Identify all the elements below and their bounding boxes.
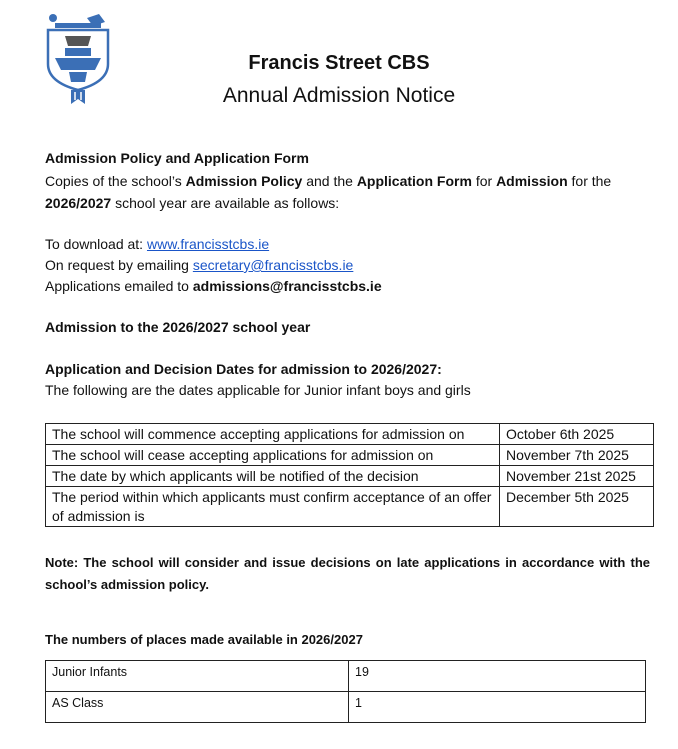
date-value: November 7th 2025: [500, 445, 654, 466]
date-label: The date by which applicants will be notified of the decision: [46, 466, 500, 487]
table-row: [46, 487, 654, 527]
table-row: [46, 445, 654, 466]
school-name: Francis Street CBS: [248, 52, 430, 74]
places-heading: The numbers of places made available in 2026/2027: [45, 632, 363, 647]
admission-year-heading: Admission to the 2026/2027 school year: [45, 319, 311, 335]
table-row: [46, 692, 646, 723]
date-label: The school will cease accepting applications for admission on: [46, 445, 500, 466]
policy-heading: Admission Policy and Application Form: [45, 150, 309, 166]
dates-subtext: The following are the dates applicable for Junior infant boys and girls: [45, 382, 471, 398]
date-value: November 21st 2025: [500, 466, 654, 487]
email-request-line: On request by emailing secretary@francisstcbs.ie: [45, 257, 354, 273]
date-value: October 6th 2025: [500, 424, 654, 445]
admissions-email: admissions@francisstcbs.ie: [192, 278, 382, 294]
date-value: December 5th 2025: [500, 487, 654, 527]
date-label: The school will commence accepting applications for admission on: [46, 424, 500, 445]
table-row: [46, 424, 654, 445]
places-count: 1: [349, 692, 646, 723]
date-label: The period within which applicants must confirm acceptance of an offer of admission is: [46, 487, 500, 527]
download-line: To download at: www.francisstcbs.ie: [45, 236, 270, 252]
secretary-email-link[interactable]: secretary@francisstcbs.ie: [192, 257, 354, 273]
late-applications-note: Note: The school will consider and issue decisions on late applications in accordance with the school’s admission policy.: [45, 555, 650, 592]
applications-email-line: Applications emailed to admissions@francisstcbs.ie: [45, 278, 382, 294]
class-name: Junior Infants: [46, 661, 349, 692]
policy-text-line2: 2026/2027 school year are available as follows:: [45, 195, 340, 211]
places-table: [45, 660, 646, 723]
dates-heading: Application and Decision Dates for admission to 2026/2027:: [45, 361, 442, 377]
class-name: AS Class: [46, 692, 349, 723]
dates-table: [45, 423, 654, 527]
table-row: [46, 661, 646, 692]
notice-title: Annual Admission Notice: [222, 84, 456, 107]
policy-text-line1: Copies of the school’s Admission Policy and the Application Form for Admission for the: [45, 173, 612, 189]
website-link[interactable]: www.francisstcbs.ie: [146, 236, 270, 252]
places-count: 19: [349, 661, 646, 692]
table-row: [46, 466, 654, 487]
